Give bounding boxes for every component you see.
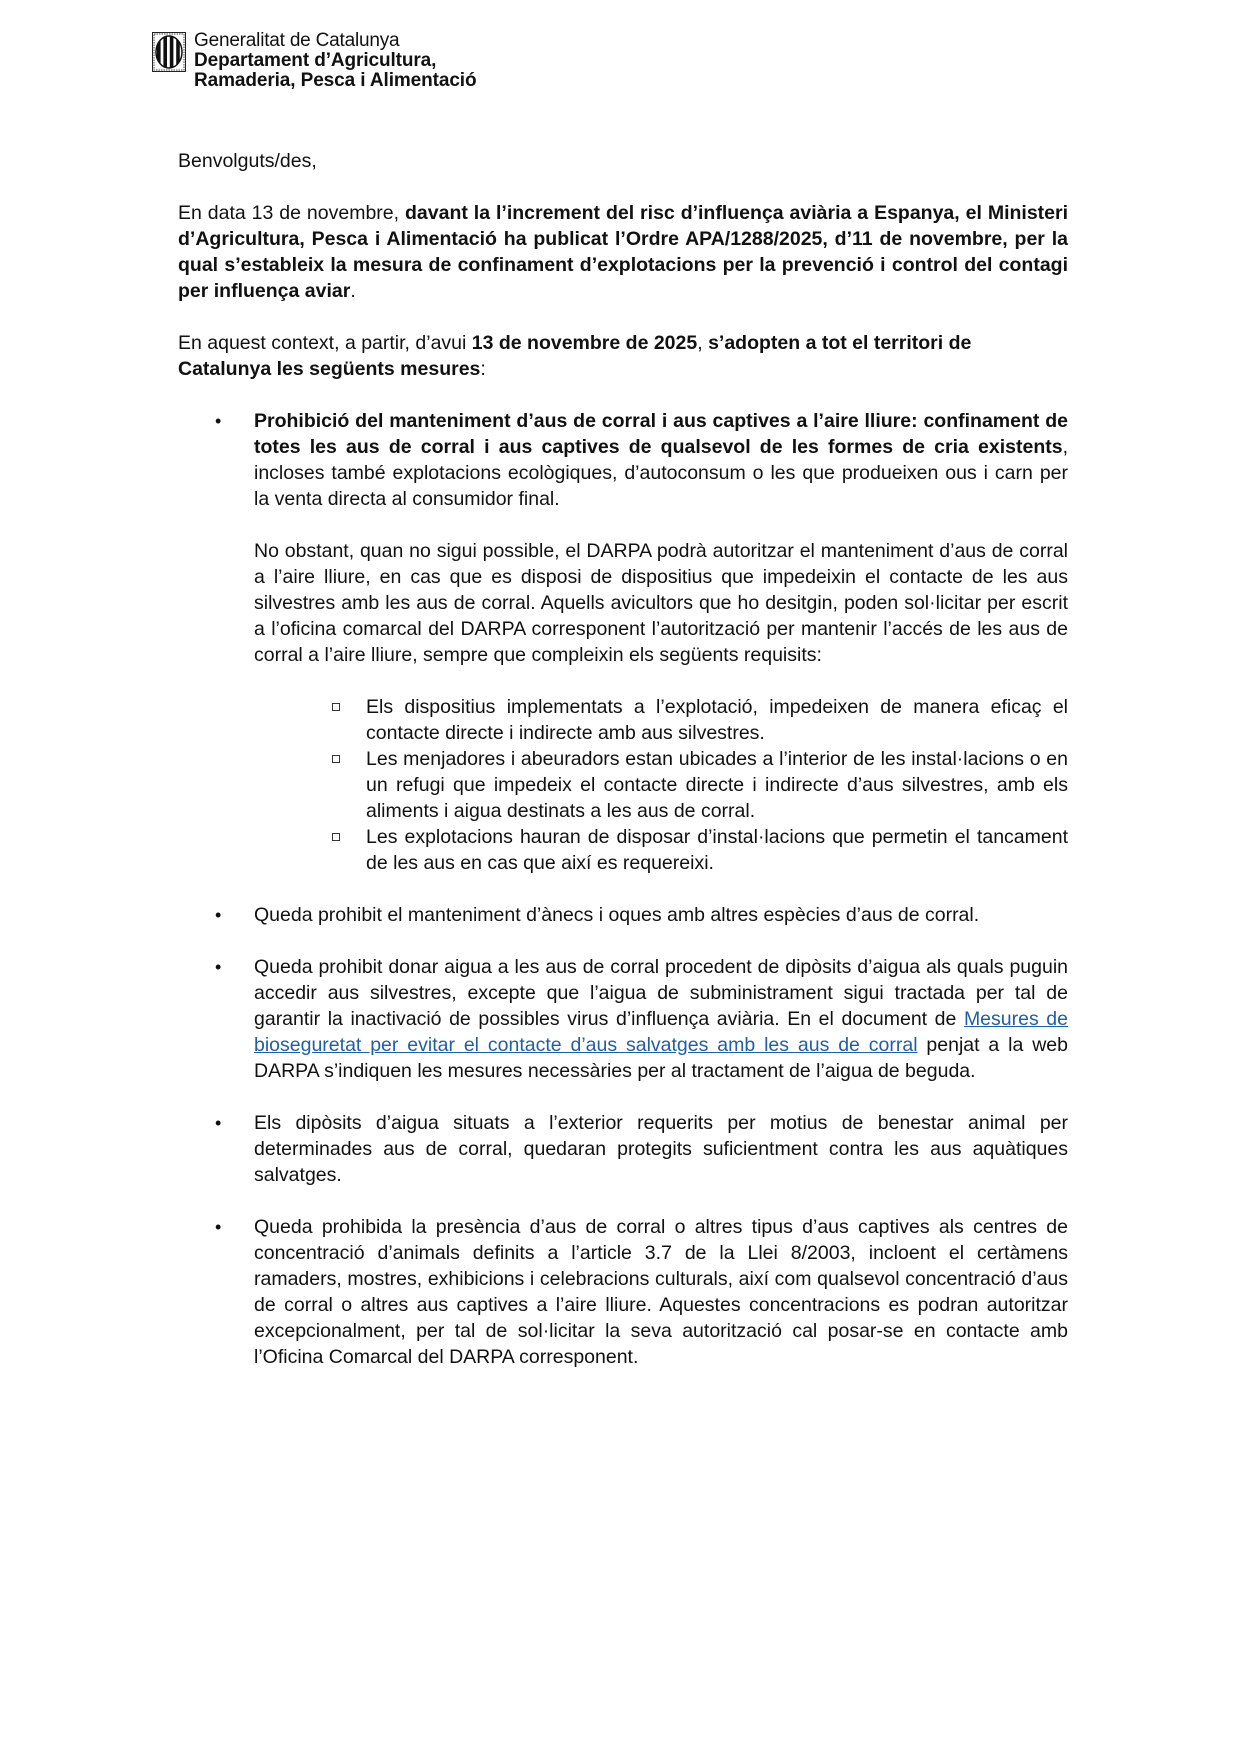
measure-item [178,1214,1068,1370]
department-name-line1: Departament d’Agricultura, [194,50,437,71]
bullet-icon: • [215,411,222,431]
intro-bold-text: davant la l’increment del risc d’influença aviària a Espanya, el Ministeri d’Agricultura, Pesca i Alimentació ha publicat l’Ordre APA/1288/2025, d’11 de novembre, per la qual s’estableix la mesura de confinament d’explotacions per la prevenció i control del contagi per influença aviar [178,202,1069,302]
measure-item [178,902,1068,928]
measure-text: Queda prohibit el manteniment d’ànecs i oques amb altres espècies d’aus de corral. [254,904,980,926]
context-colon: : [480,358,486,380]
spacer [178,1188,1068,1214]
requirement-text: Les menjadores i abeuradors estan ubicades a l’interior de les instal·lacions o en un refugi que impedeix el contacte directe i indirecte d’aus silvestres, amb els aliments i aigua destinats a les aus de corral. [366,748,1068,822]
measure-text-after: penjat a la web DARPA s’indiquen les mesures necessàries per al tractament de l’aigua de beguda. [254,1034,1068,1082]
square-bullet-icon [332,755,340,763]
measure-text: Els dipòsits d’aigua situats a l’exterior requerits per motius de benestar animal per determinades aus de corral, quedaran protegits suficientment contra les aus aquàtiques salvatges. [254,1112,1068,1186]
context-date: 13 de novembre de 2025 [471,332,698,354]
greeting: Benvolguts/des, [178,150,317,172]
requirements-list [178,694,1068,876]
measure-note: No obstant, quan no sigui possible, el DARPA podrà autoritzar el manteniment d’aus de corral a l’aire lliure, en cas que es disposi de dispositius que impedeixin el contacte de les aus silvestres amb les aus de corral. Aquells avicultors que ho desitgin, poden sol·licitar per escrit a l’oficina comarcal del DARPA corresponent l’autorització per mantenir l’accés de les aus de corral a l’aire lliure, sempre que compleixin els següents requisits: [254,540,1068,666]
measure-item [178,408,1068,668]
context-bold-text: s’adopten a tot el territori de Catalunya les següents mesures [178,332,972,380]
measure-item [178,1110,1068,1188]
bullet-icon: • [215,1217,222,1237]
bullet-icon: • [215,957,222,977]
measures-list-continued [178,902,1068,1370]
measure-text-before: Queda prohibit donar aigua a les aus de corral procedent de dipòsits d’aigua als quals puguin accedir aus silvestres, excepte que l’aigua de subministrament sigui tractada per tal de garantir la inactivació de possibles virus d’influença aviària. En el document de [254,956,1068,1030]
measure-text [254,408,1068,512]
requirement-item [366,824,1068,876]
department-name-line2: Ramaderia, Pesca i Alimentació [194,70,477,91]
bullet-icon: • [215,1113,222,1133]
letter-body [178,148,1068,1370]
requirement-text: Les explotacions hauran de disposar d’instal·lacions que permetin el tancament de les aus en cas que així es requereixi. [366,826,1068,874]
context-paragraph [178,330,1068,382]
intro-end: . [350,280,356,302]
bullet-icon: • [215,905,222,925]
spacer [178,1084,1068,1110]
measure-item [178,954,1068,1084]
requirement-text: Els dispositius implementats a l’explotació, impedeixen de manera eficaç el contacte directe i indirecte amb aus silvestres. [366,696,1068,744]
context-sep: , [697,332,709,354]
generalitat-shield-icon [152,32,186,72]
measures-list [178,408,1068,668]
measure-text: Queda prohibida la presència d’aus de corral o altres tipus d’aus captives als centres de concentració d’animals definits a l’article 3.7 de la Llei 8/2003, incloent el certàmens ramaders, mostres, exhibicions i celebracions culturals, així com qualsevol concentració d’aus de corral o altres aus captives a l’aire lliure. Aquestes concentracions es podran autoritzar excepcionalment, per tal de sol·licitar la seva autorització cal posar-se en contacte amb l’Oficina Comarcal del DARPA corresponent. [254,1216,1068,1368]
biosecurity-document-link[interactable]: Mesures de bioseguretat per evitar el contacte d’aus salvatges amb les aus de corral [254,1008,1068,1056]
measure-rest-text: , incloses també explotacions ecològiques, d’autoconsum o les que produeixen ous i carn per la venta directa al consumidor final. [254,436,1068,510]
letterhead [152,31,476,91]
intro-paragraph [178,200,1068,304]
requirement-item [366,746,1068,824]
spacer [178,928,1068,954]
org-name: Generalitat de Catalunya [194,30,400,51]
intro-text: En data 13 de novembre, [178,202,405,224]
square-bullet-icon [332,833,340,841]
measure-bold-text: Prohibició del manteniment d’aus de corral i aus captives a l’aire lliure: confinament de totes les aus de corral i aus captives de qualsevol de les formes de cria existents [254,410,1068,458]
context-text: En aquest context, a partir, d’avui [178,332,472,354]
square-bullet-icon [332,703,340,711]
measure-text [254,954,1068,1084]
requirement-item [366,694,1068,746]
